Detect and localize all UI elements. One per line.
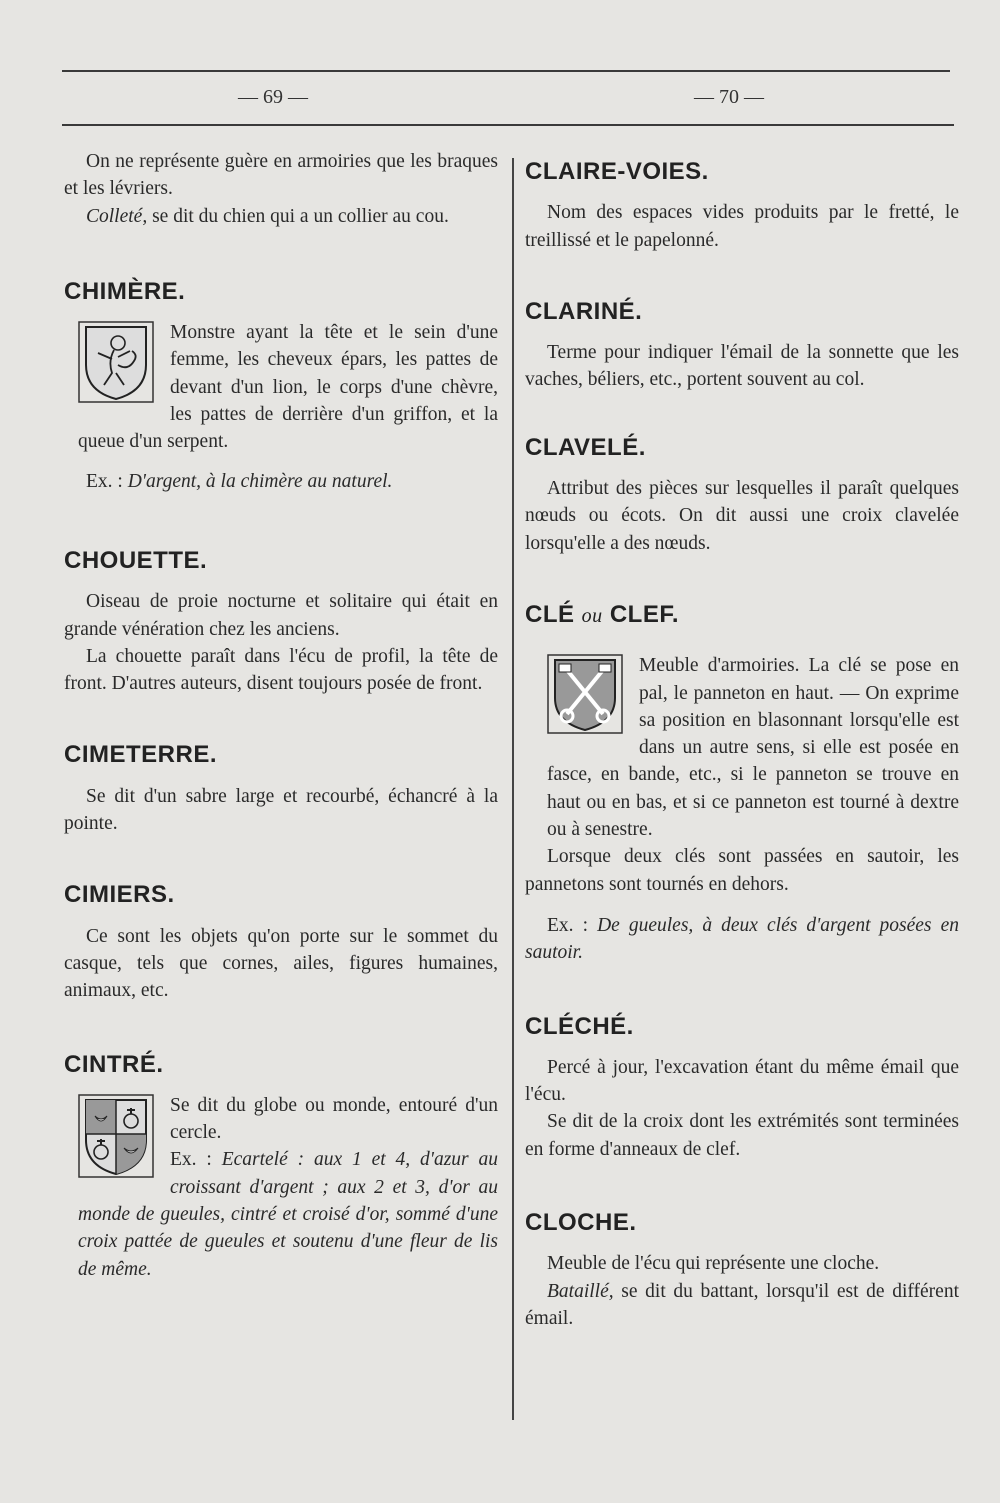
heading-cleche: CLÉCHÉ. (525, 1012, 634, 1040)
left-column (64, 148, 498, 1283)
heading-cimeterre: CIMETERRE. (64, 741, 218, 769)
cintre-example: Ecartelé : aux 1 et 4, d'azur au croissant d'argent ; aux 2 et 3, d'or au monde de gueules, cintré et croisé d'or, sommé d'une croix pattée de gueules et soutenu d'une fleur de lis de même. (78, 1149, 498, 1280)
chimere-text: Monstre ayant la tête et le sein d'une femme, les cheveux épars, les pattes de devant d'un lion, le corps d'une chèvre, les pattes de derrière d'un griffon, et la queue d'un serpent. (78, 322, 498, 453)
chouette-text-1: Oiseau de proie nocturne et solitaire qui était en grande vénération chez les anciens. (64, 591, 498, 640)
clarine-text: Terme pour indiquer l'émail de la sonnette que les vaches, béliers, etc., portent souvent au col. (525, 342, 959, 391)
cle-example-label: Ex. : (547, 914, 598, 936)
heading-clarine: CLARINÉ. (525, 297, 643, 325)
entry-chimere (64, 278, 498, 495)
cintre-example-label: Ex. : (170, 1149, 222, 1171)
page-number-right: — 70 — (694, 86, 764, 108)
chimere-example: D'argent, à la chimère au naturel. (127, 470, 393, 492)
crossed-keys-shield-icon (547, 654, 623, 734)
chimera-shield-icon (78, 321, 154, 403)
entry-cloche (525, 1209, 959, 1332)
right-column (525, 148, 959, 1332)
heading-clavele: CLAVELÉ. (525, 433, 646, 461)
intro-definition: se dit du chien qui a un collier au cou. (147, 205, 449, 227)
intro-text: On ne représente guère en armoiries que les braques et les lévriers. (64, 151, 498, 200)
claire-voies-text: Nom des espaces vides produits par le fretté, le treillissé et le papelonné. (525, 202, 959, 251)
cleche-text-1: Percé à jour, l'excavation étant du même émail que l'écu. (525, 1056, 959, 1106)
heading-cintre: CINTRÉ. (64, 1050, 164, 1078)
cloche-term: Bataillé, (547, 1280, 614, 1302)
entry-cimeterre (64, 741, 498, 837)
heading-cle-ou: ou (581, 604, 603, 627)
cle-example: De gueules, à deux clés d'argent posées en sautoir. (525, 914, 959, 964)
header-rule (62, 124, 954, 126)
intro-term: Colleté, (86, 205, 148, 227)
page-number-left: — 69 — (238, 86, 308, 108)
chimere-example-label: Ex. : (86, 470, 128, 492)
entry-clarine (525, 298, 959, 394)
cimiers-text: Ce sont les objets qu'on porte sur le sommet du casque, tels que cornes, ailes, figures humaines, animaux, etc. (64, 925, 498, 1002)
entry-cleche (525, 1013, 959, 1163)
entry-clavele (525, 434, 959, 557)
heading-claire-voies: CLAIRE-VOIES. (525, 158, 709, 185)
top-rule (62, 70, 950, 72)
entry-cintre (64, 1051, 498, 1283)
cimeterre-text: Se dit d'un sabre large et recourbé, échancré à la pointe. (64, 785, 498, 835)
cle-text-2: Lorsque deux clés sont passées en sautoir, les pannetons sont tournés en dehors. (525, 846, 959, 895)
heading-cle (525, 601, 959, 630)
entry-cimiers (64, 881, 498, 1004)
entry-intro (64, 148, 498, 230)
chouette-text-2: La chouette paraît dans l'écu de profil, la tête de front. D'autres auteurs, disent toujours posée de front. (64, 645, 498, 695)
cloche-text-2: se dit du battant, lorsqu'il est de différent émail. (525, 1280, 959, 1329)
heading-cle-a: CLÉ (525, 600, 575, 628)
heading-chouette: CHOUETTE. (64, 546, 208, 574)
entry-claire-voies (525, 158, 959, 254)
heading-cle-b: CLEF. (609, 600, 680, 628)
cleche-text-2: Se dit de la croix dont les extrémités sont terminées en forme d'anneaux de clef. (525, 1111, 959, 1160)
clavele-text: Attribut des pièces sur lesquelles il paraît quelques nœuds ou écots. On dit aussi une croix clavelée lorsqu'elle a des nœuds. (525, 478, 959, 554)
cle-text-1: Meuble d'armoiries. La clé se pose en pal, le panneton en haut. — On exprime sa position en blasonnant lorsqu'elle est dans un autre sens, si elle est posée en fasce, en bande, etc., si le panneton se trouve en haut ou en bas, et si ce panneton est tourné à dextre ou à senestre. (547, 655, 959, 841)
heading-chimere: CHIMÈRE. (64, 277, 186, 305)
quartered-shield-icon (78, 1094, 154, 1178)
entry-chouette (64, 547, 498, 697)
entry-cle (525, 601, 959, 967)
heading-cloche: CLOCHE. (525, 1209, 637, 1237)
heading-cimiers: CIMIERS. (64, 881, 175, 909)
column-divider (512, 158, 514, 1420)
cintre-text: Se dit du globe ou monde, entouré d'un cercle. (170, 1094, 498, 1144)
cloche-text-1: Meuble de l'écu qui représente une cloche. (547, 1253, 880, 1275)
